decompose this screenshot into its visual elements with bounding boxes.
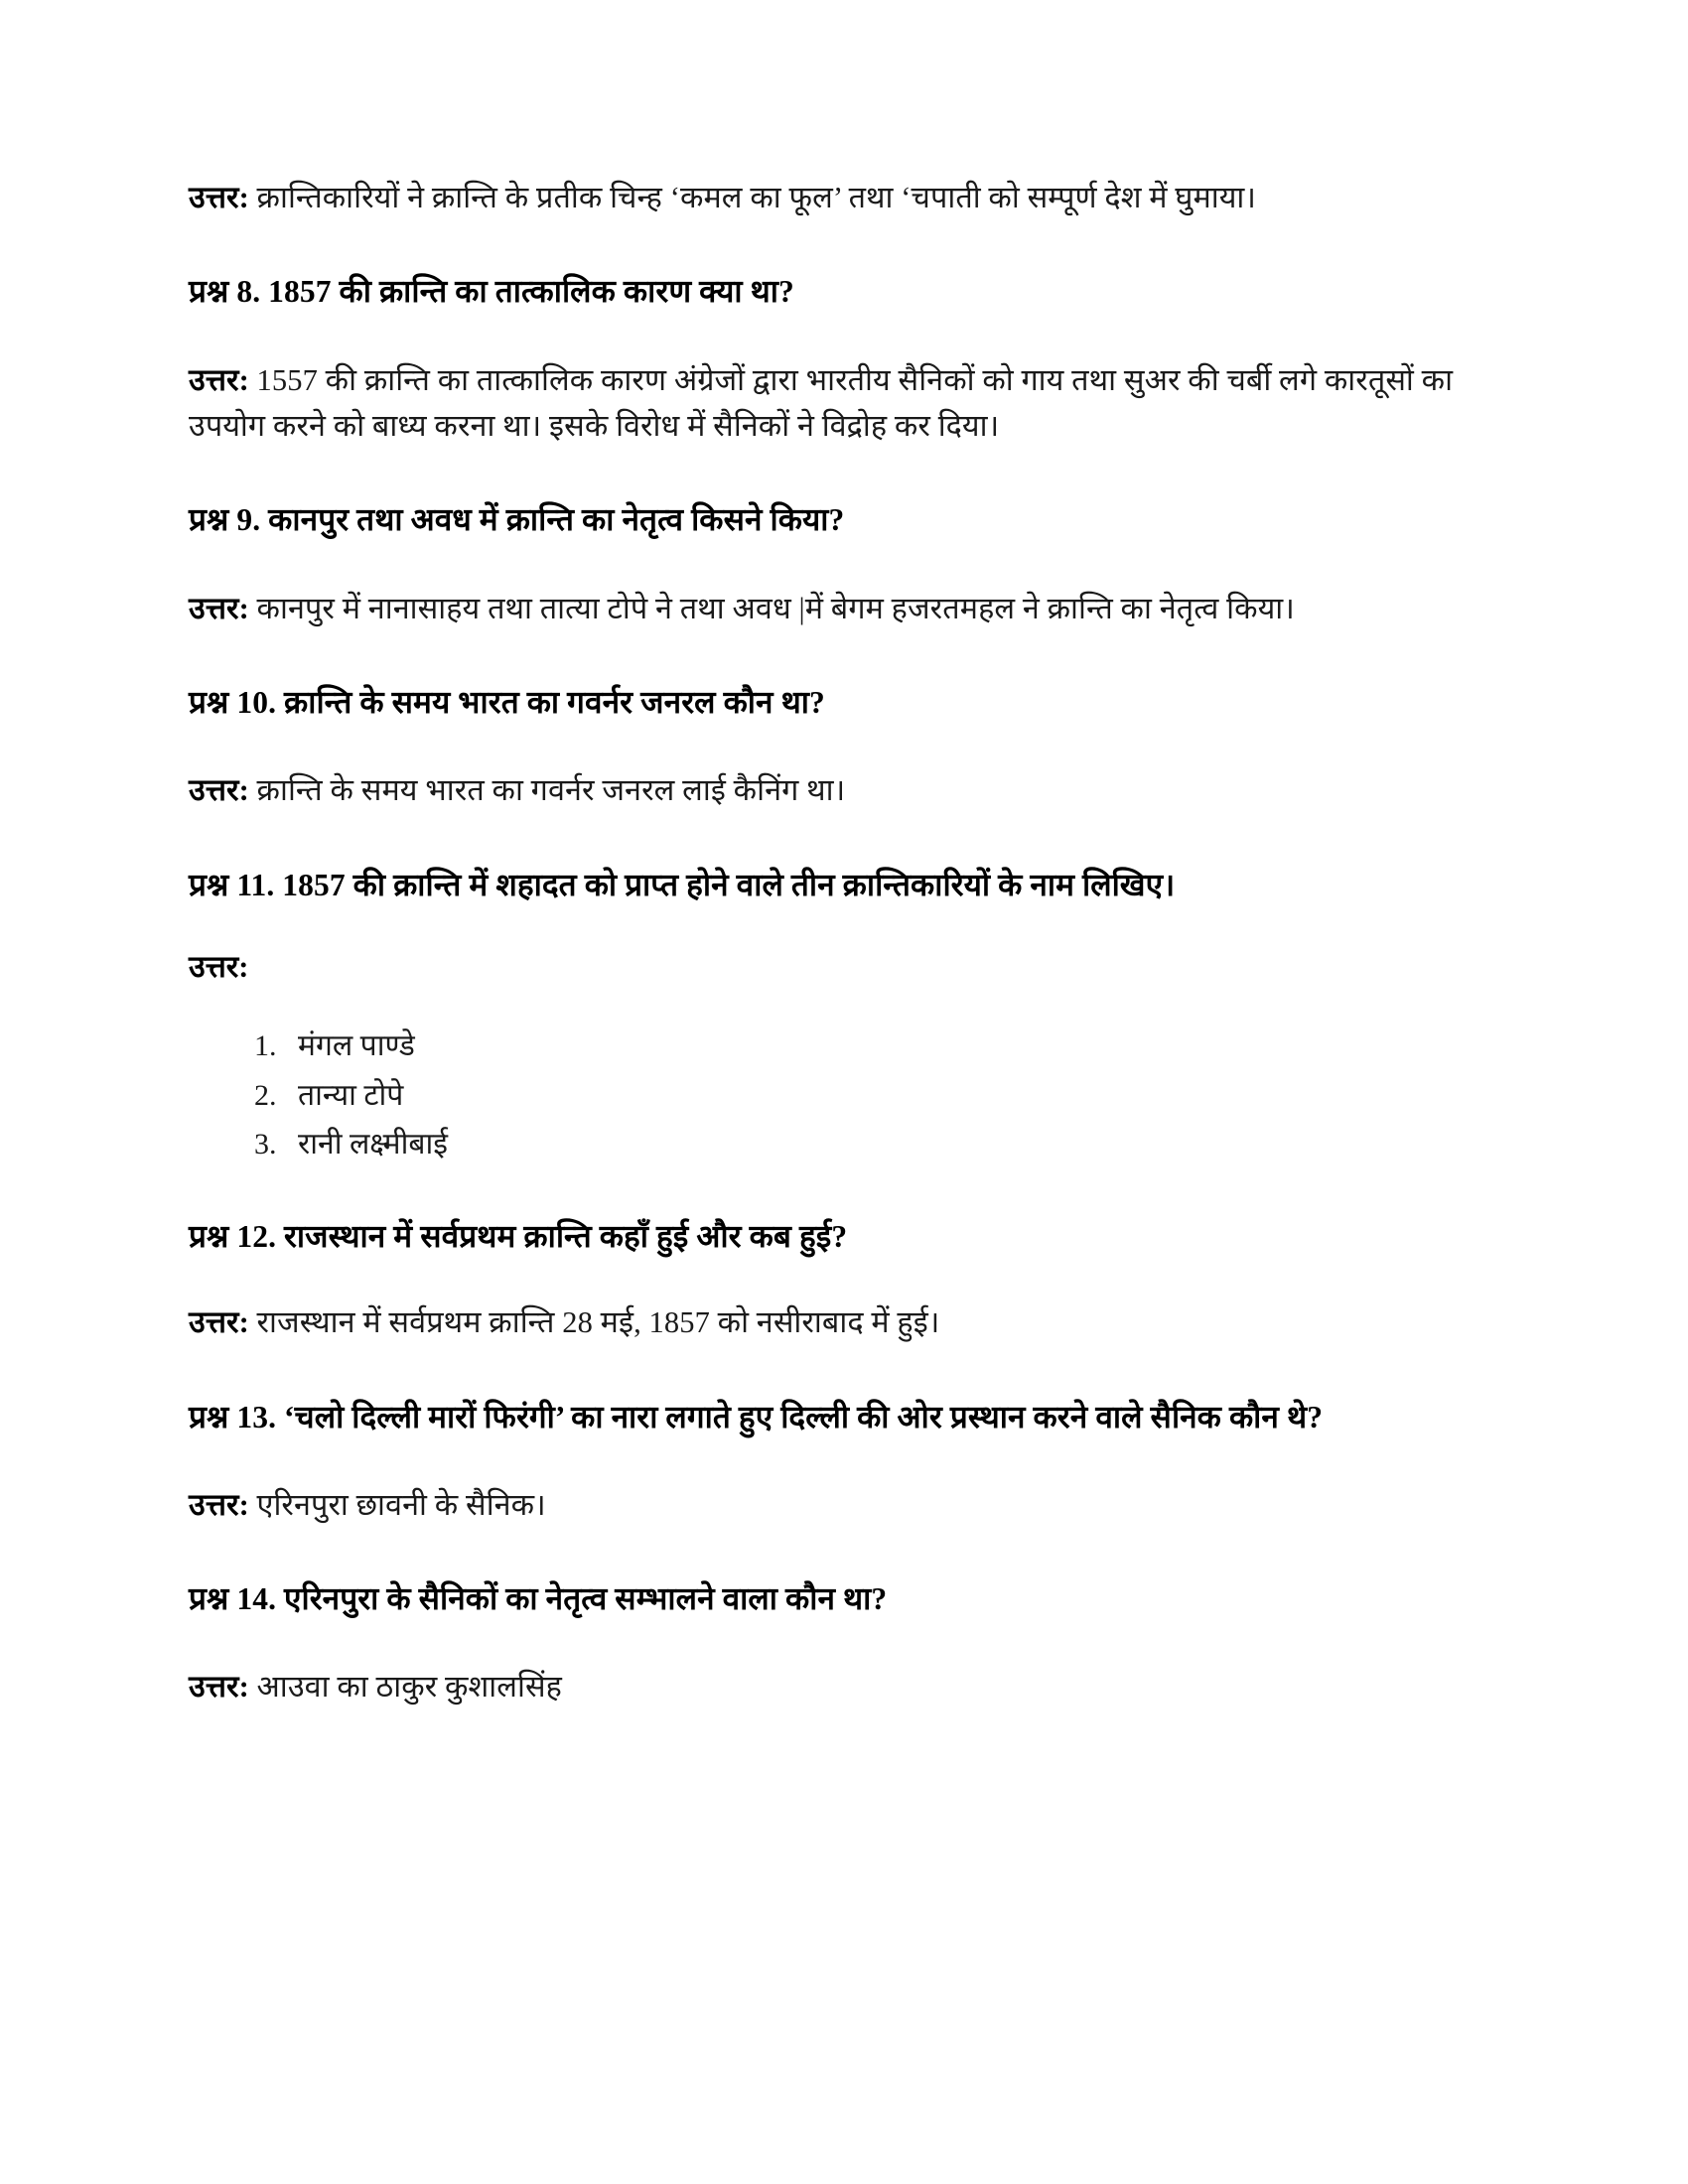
answer-paragraph [189, 175, 1470, 220]
answer-label: उत्तर: [189, 1670, 249, 1705]
list-item: 2. तान्या टोपे [284, 1073, 1470, 1119]
answer-label: उत्तर: [189, 181, 249, 214]
answer-text: 1557 की क्रान्ति का तात्कालिक कारण अंग्रेजों द्वारा भारतीय सैनिकों को गाय तथा सुअर की चर्बी लगे कारतूसों का उपयोग करने को बाध्य करना था। इसके विरोध में सैनिकों ने विद्रोह कर दिया। [189, 362, 1454, 443]
answer-label: उत्तर: [189, 1305, 249, 1340]
question-heading-11: प्रश्न 11. 1857 की क्रान्ति में शहादत को प्राप्त होने वाले तीन क्रान्तिकारियों के नाम लिखिए। [189, 867, 1176, 902]
question-heading-12: प्रश्न 12. राजस्थान में सर्वप्रथम क्रान्ति कहाँ हुई और कब हुई? [189, 1218, 848, 1254]
question-heading-14: प्रश्न 14. एरिनपुरा के सैनिकों का नेतृत्व सम्भालने वाला कौन था? [189, 1581, 888, 1617]
question-heading-13: प्रश्न 13. ‘चलो दिल्ली मारों फिरंगी’ का नारा लगाते हुए दिल्ली की ओर प्रस्थान करने वाले सैनिक कौन थे? [189, 1399, 1324, 1434]
answer-ordered-list [189, 1024, 1470, 1167]
list-item: 1. मंगल पाण्डे [284, 1024, 1470, 1069]
answer-paragraph [189, 357, 1470, 450]
document-content [189, 175, 1470, 1754]
answer-paragraph [189, 1482, 1470, 1528]
answer-text: राजस्थान में सर्वप्रथम क्रान्ति 28 मई, 1857 को नसीराबाद में हुई। [248, 1305, 940, 1340]
question-heading-10: प्रश्न 10. क्रान्ति के समय भारत का गवर्नर जनरल कौन था? [189, 684, 825, 720]
answer-text: क्रान्ति के समय भारत का गवर्नर जनरल लाई कैनिंग था। [248, 773, 846, 808]
answer-paragraph [189, 1299, 1470, 1345]
list-item: 3. रानी लक्ष्मीबाई [284, 1122, 1470, 1167]
answer-text: आउवा का ठाकुर कुशालसिंह [248, 1670, 562, 1705]
question-heading-8: प्रश्न 8. 1857 की क्रान्ति का तात्कालिक कारण क्या था? [189, 274, 794, 310]
answer-label: उत्तर: [189, 1487, 249, 1522]
answer-paragraph [189, 1664, 1470, 1709]
question-heading-9: प्रश्न 9. कानपुर तथा अवध में क्रान्ति का नेतृत्व किसने किया? [189, 502, 845, 538]
answer-label: उत्तर: [189, 591, 249, 625]
answer-label: उत्तर: [189, 362, 249, 397]
answer-label: उत्तर: [189, 773, 249, 808]
answer-text: कानपुर में नानासाहय तथा तात्या टोपे ने तथा अवध |में बेगम हजरतमहल ने क्रान्ति का नेतृत्व किया। [248, 591, 1295, 625]
answer-paragraph [189, 586, 1470, 631]
answer-text: एरिनपुरा छावनी के सैनिक। [248, 1487, 546, 1522]
answer-text: क्रान्तिकारियों ने क्रान्ति के प्रतीक चिन्ह ‘कमल का फूल’ तथा ‘चपाती को सम्पूर्ण देश में घुमाया। [248, 181, 1257, 214]
answer-label-standalone: उत्तर: [189, 949, 249, 984]
answer-paragraph [189, 767, 1470, 813]
